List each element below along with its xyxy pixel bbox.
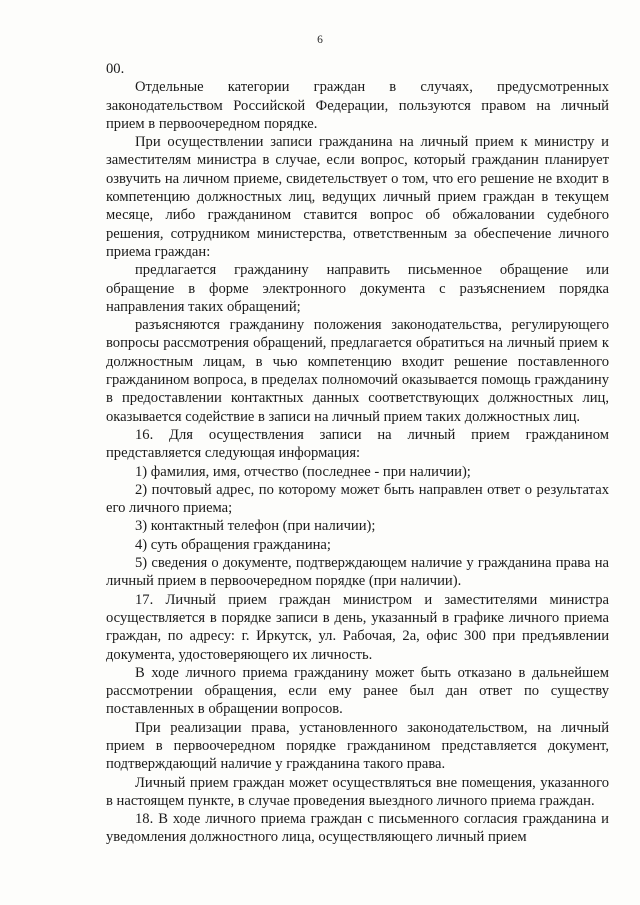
paragraph-outside-premises: Личный прием граждан может осуществляться вне помещения, указанного в настоящем пункте, в случае проведения выездного личного приема граждан. xyxy=(106,774,609,809)
paragraph-priority-categories: Отдельные категории граждан в случаях, предусмотренных законодательством Российской Федерации, пользуются правом на личный прием в первоочередном порядке. xyxy=(106,79,609,132)
list-item-3: 3) контактный телефон (при наличии); xyxy=(135,518,376,535)
paragraph-written-appeal: предлагается гражданину направить письменное обращение или обращение в форме электронного документа с разъяснением порядка направления таких обращений; xyxy=(106,262,609,315)
list-item-1: 1) фамилия, имя, отчество (последнее - при наличии); xyxy=(135,463,471,480)
document-body xyxy=(106,60,609,847)
paragraph-item-18: 18. В ходе личного приема граждан с письменного согласия гражданина и уведомления должностного лица, осуществляющего личный прием xyxy=(106,811,609,846)
paragraph-priority-document: При реализации права, установленного законодательством, на личный прием в первоочередном порядке гражданином представляется документ, подтверждающий наличие у гражданина такого права. xyxy=(106,719,609,773)
list-item-2: 2) почтовый адрес, по которому может быть направлен ответ о результатах его личного приема; xyxy=(106,481,609,517)
paragraph-item-17: 17. Личный прием граждан министром и заместителями министра осуществляется в порядке записи в день, указанный в графике личного приема граждан, по адресу: г. Иркутск, ул. Рабочая, 2а, офис 300 при предъявлении документа, удостоверяющего их личность. xyxy=(106,591,609,663)
paragraph-refusal: В ходе личного приема гражданину может быть отказано в дальнейшем рассмотрении обращения, если ему ранее был дан ответ по существу поставленных в обращении вопросов. xyxy=(106,664,609,718)
paragraph-item-16: 16. Для осуществления записи на личный прием гражданином представляется следующая информация: xyxy=(106,426,609,462)
paragraph-continuation: 00. xyxy=(106,61,125,77)
list-item-5: 5) сведения о документе, подтверждающем наличие у гражданина права на личный прием в первоочередном порядке (при наличии). xyxy=(106,555,609,590)
paragraph-legislation-explanation: разъясняются гражданину положения законодательства, регулирующего вопросы рассмотрения обращений, предлагается обратиться на личный прием к должностным лицам, в чью компетенцию входит решение поставленного гражданином вопроса, в пределах полномочий оказывается помощь гражданину в предоставлении контактных данных соответствующих должностных лиц, оказывается содействие в записи на личный прием таких должностных лиц. xyxy=(106,317,609,425)
paragraph-recording-procedure: При осуществлении записи гражданина на личный прием к министру и заместителям министра в случае, если вопрос, который гражданин планирует озвучить на личном приеме, свидетельствует о том, что его решение не входит в компетенцию должностных лиц, ведущих личный прием граждан в текущем месяце, либо гражданином ставится вопрос об обжаловании судебного решения, сотрудником министерства, ответственным за обеспечение личного приема граждан: xyxy=(106,134,609,260)
list-item-4: 4) суть обращения гражданина; xyxy=(135,536,331,553)
page-number: 6 xyxy=(317,34,323,46)
